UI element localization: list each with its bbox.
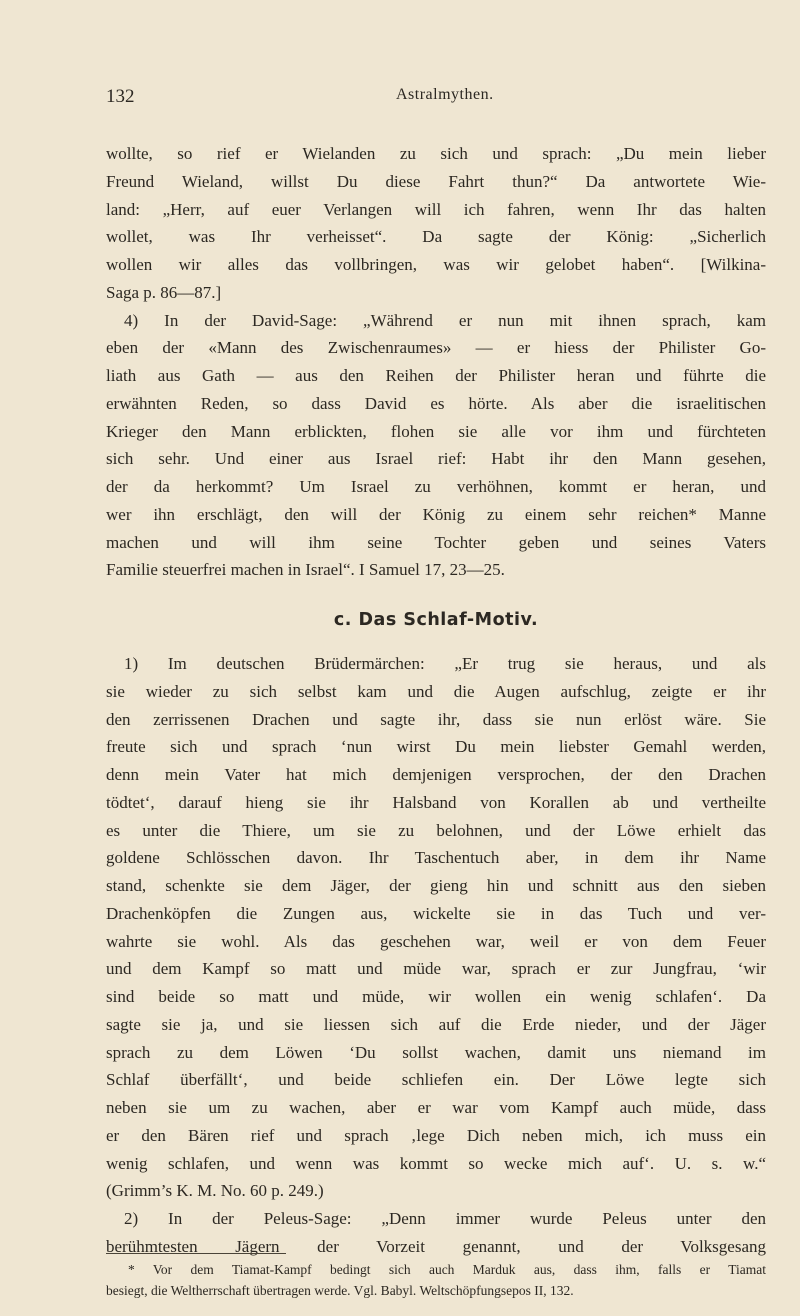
paragraph-wilkina-saga — [106, 140, 766, 307]
text-line: den zerrissenen Drachen und sagte ihr, dass sie nun erlöst wäre. Sie — [106, 709, 766, 729]
text-line: 4) In der David-Sage: „Während er nun mit ihnen sprach, kam — [124, 310, 766, 330]
text-line: 1) Im deutschen Brüdermärchen: „Er trug sie heraus, und als — [124, 654, 766, 673]
text-line: freute sich und sprach ‘nun wirst Du mein liebster Gemahl werden, — [106, 737, 766, 757]
text-line: Krieger den Mann erblickten, flohen sie alle vor ihm und fürchteten — [106, 421, 766, 441]
paragraph-david-sage — [106, 307, 766, 585]
text-line: der da herkommt? Um Israel zu verhöhnen, kommt er heran, und — [106, 477, 766, 496]
text-line: sind beide so matt und müde, wir wollen ein wenig schlafen‘. Da — [106, 987, 766, 1006]
footnote-divider — [106, 1253, 286, 1254]
text-line: wollen wir alles das vollbringen, was wir gelobet haben“. [Wilkina- — [106, 255, 766, 274]
text-line: tödtet‘, darauf hieng sie ihr Halsband von Korallen ab und vertheilte — [106, 792, 766, 812]
text-line: liath aus Gath — aus den Reihen der Philister heran und führte die — [106, 366, 766, 385]
text-line: goldene Schlösschen davon. Ihr Taschentuch aber, in dem ihr Name — [106, 848, 766, 868]
text-line: erwähnten Reden, so dass David es hörte. Als aber die israelitischen — [106, 393, 766, 413]
text-line: und dem Kampf so matt und müde war, sprach er zur Jungfrau, ‘wir — [106, 959, 766, 979]
body-text — [106, 140, 766, 1261]
page-header — [106, 86, 740, 116]
text-line: Freund Wieland, willst Du diese Fahrt thun?“ Da antwortete Wie- — [106, 171, 766, 191]
text-line: neben sie um zu wachen, aber er war vom Kampf auch müde, dass — [106, 1098, 766, 1117]
footnote-line: besiegt, die Weltherrschaft übertragen werde. Vgl. Babyl. Weltschöpfungsepos II, 132. — [106, 1283, 574, 1298]
text-line: wenig schlafen, und wenn was kommt so wecke mich auf‘. U. s. w.“ — [106, 1153, 766, 1173]
text-line: sich sehr. Und einer aus Israel rief: Habt ihr den Mann gesehen, — [106, 449, 766, 469]
text-line: wollet, was Ihr verheisset“. Da sagte der König: „Sicherlich — [106, 227, 766, 247]
text-line: sprach zu dem Löwen ‘Du sollst wachen, damit uns niemand im — [106, 1042, 766, 1062]
text-line: Familie steuerfrei machen in Israel“. I Samuel 17, 23—25. — [106, 560, 505, 580]
section-heading: c. Das Schlaf-Motiv. — [333, 610, 539, 630]
page-number: 132 — [106, 86, 135, 107]
text-line: er den Bären rief und sprach ‚lege Dich neben mich, ich muss ein — [106, 1125, 766, 1145]
text-line: eben der «Mann des Zwischenraumes» — er hiess der Philister Go- — [106, 338, 766, 358]
text-line: Schlaf überfällt‘, und beide schliefen ein. Der Löwe legte sich — [106, 1070, 766, 1090]
footnote — [106, 1259, 766, 1301]
text-line: berühmtesten Jägern der Vorzeit genannt, und der Volksgesang — [106, 1236, 766, 1256]
text-line: 2) In der Peleus-Sage: „Denn immer wurde Peleus unter den — [124, 1209, 766, 1228]
text-line: wollte, so rief er Wielanden zu sich und sprach: „Du mein lieber — [106, 144, 766, 163]
text-line: wahrte sie wohl. Als das geschehen war, weil er von dem Feuer — [106, 931, 766, 951]
text-line: denn mein Vater hat mich demjenigen versprochen, der den Drachen — [106, 765, 766, 784]
text-line: sagte sie ja, und sie liessen sich auf die Erde nieder, und der Jäger — [106, 1014, 766, 1034]
text-line: Drachenköpfen die Zungen aus, wickelte sie in das Tuch und ver- — [106, 903, 766, 923]
text-line: machen und will ihm seine Tochter geben und seines Vaters — [106, 532, 766, 552]
text-line: land: „Herr, auf euer Verlangen will ich fahren, wenn Ihr das halten — [106, 199, 766, 219]
text-line: sie wieder zu sich selbst kam und die Augen aufschlug, zeigte er ihr — [106, 681, 766, 701]
text-line: stand, schenkte sie dem Jäger, der gieng hin und schnitt aus den sieben — [106, 876, 766, 895]
text-line: (Grimm’s K. M. No. 60 p. 249.) — [106, 1181, 324, 1201]
text-line: Saga p. 86—87.] — [106, 282, 222, 302]
running-title: Astralmythen. — [396, 86, 494, 103]
paragraph-brudermarchen — [106, 650, 766, 1205]
text-line: es unter die Thiere, um sie zu belohnen, und der Löwe erhielt das — [106, 820, 766, 840]
footnote-line: * Vor dem Tiamat-Kampf bedingt sich auch Marduk aus, dass ihm, falls er Tiamat — [128, 1262, 766, 1277]
text-line: wer ihn erschlägt, den will der König zu einem sehr reichen* Manne — [106, 504, 766, 524]
